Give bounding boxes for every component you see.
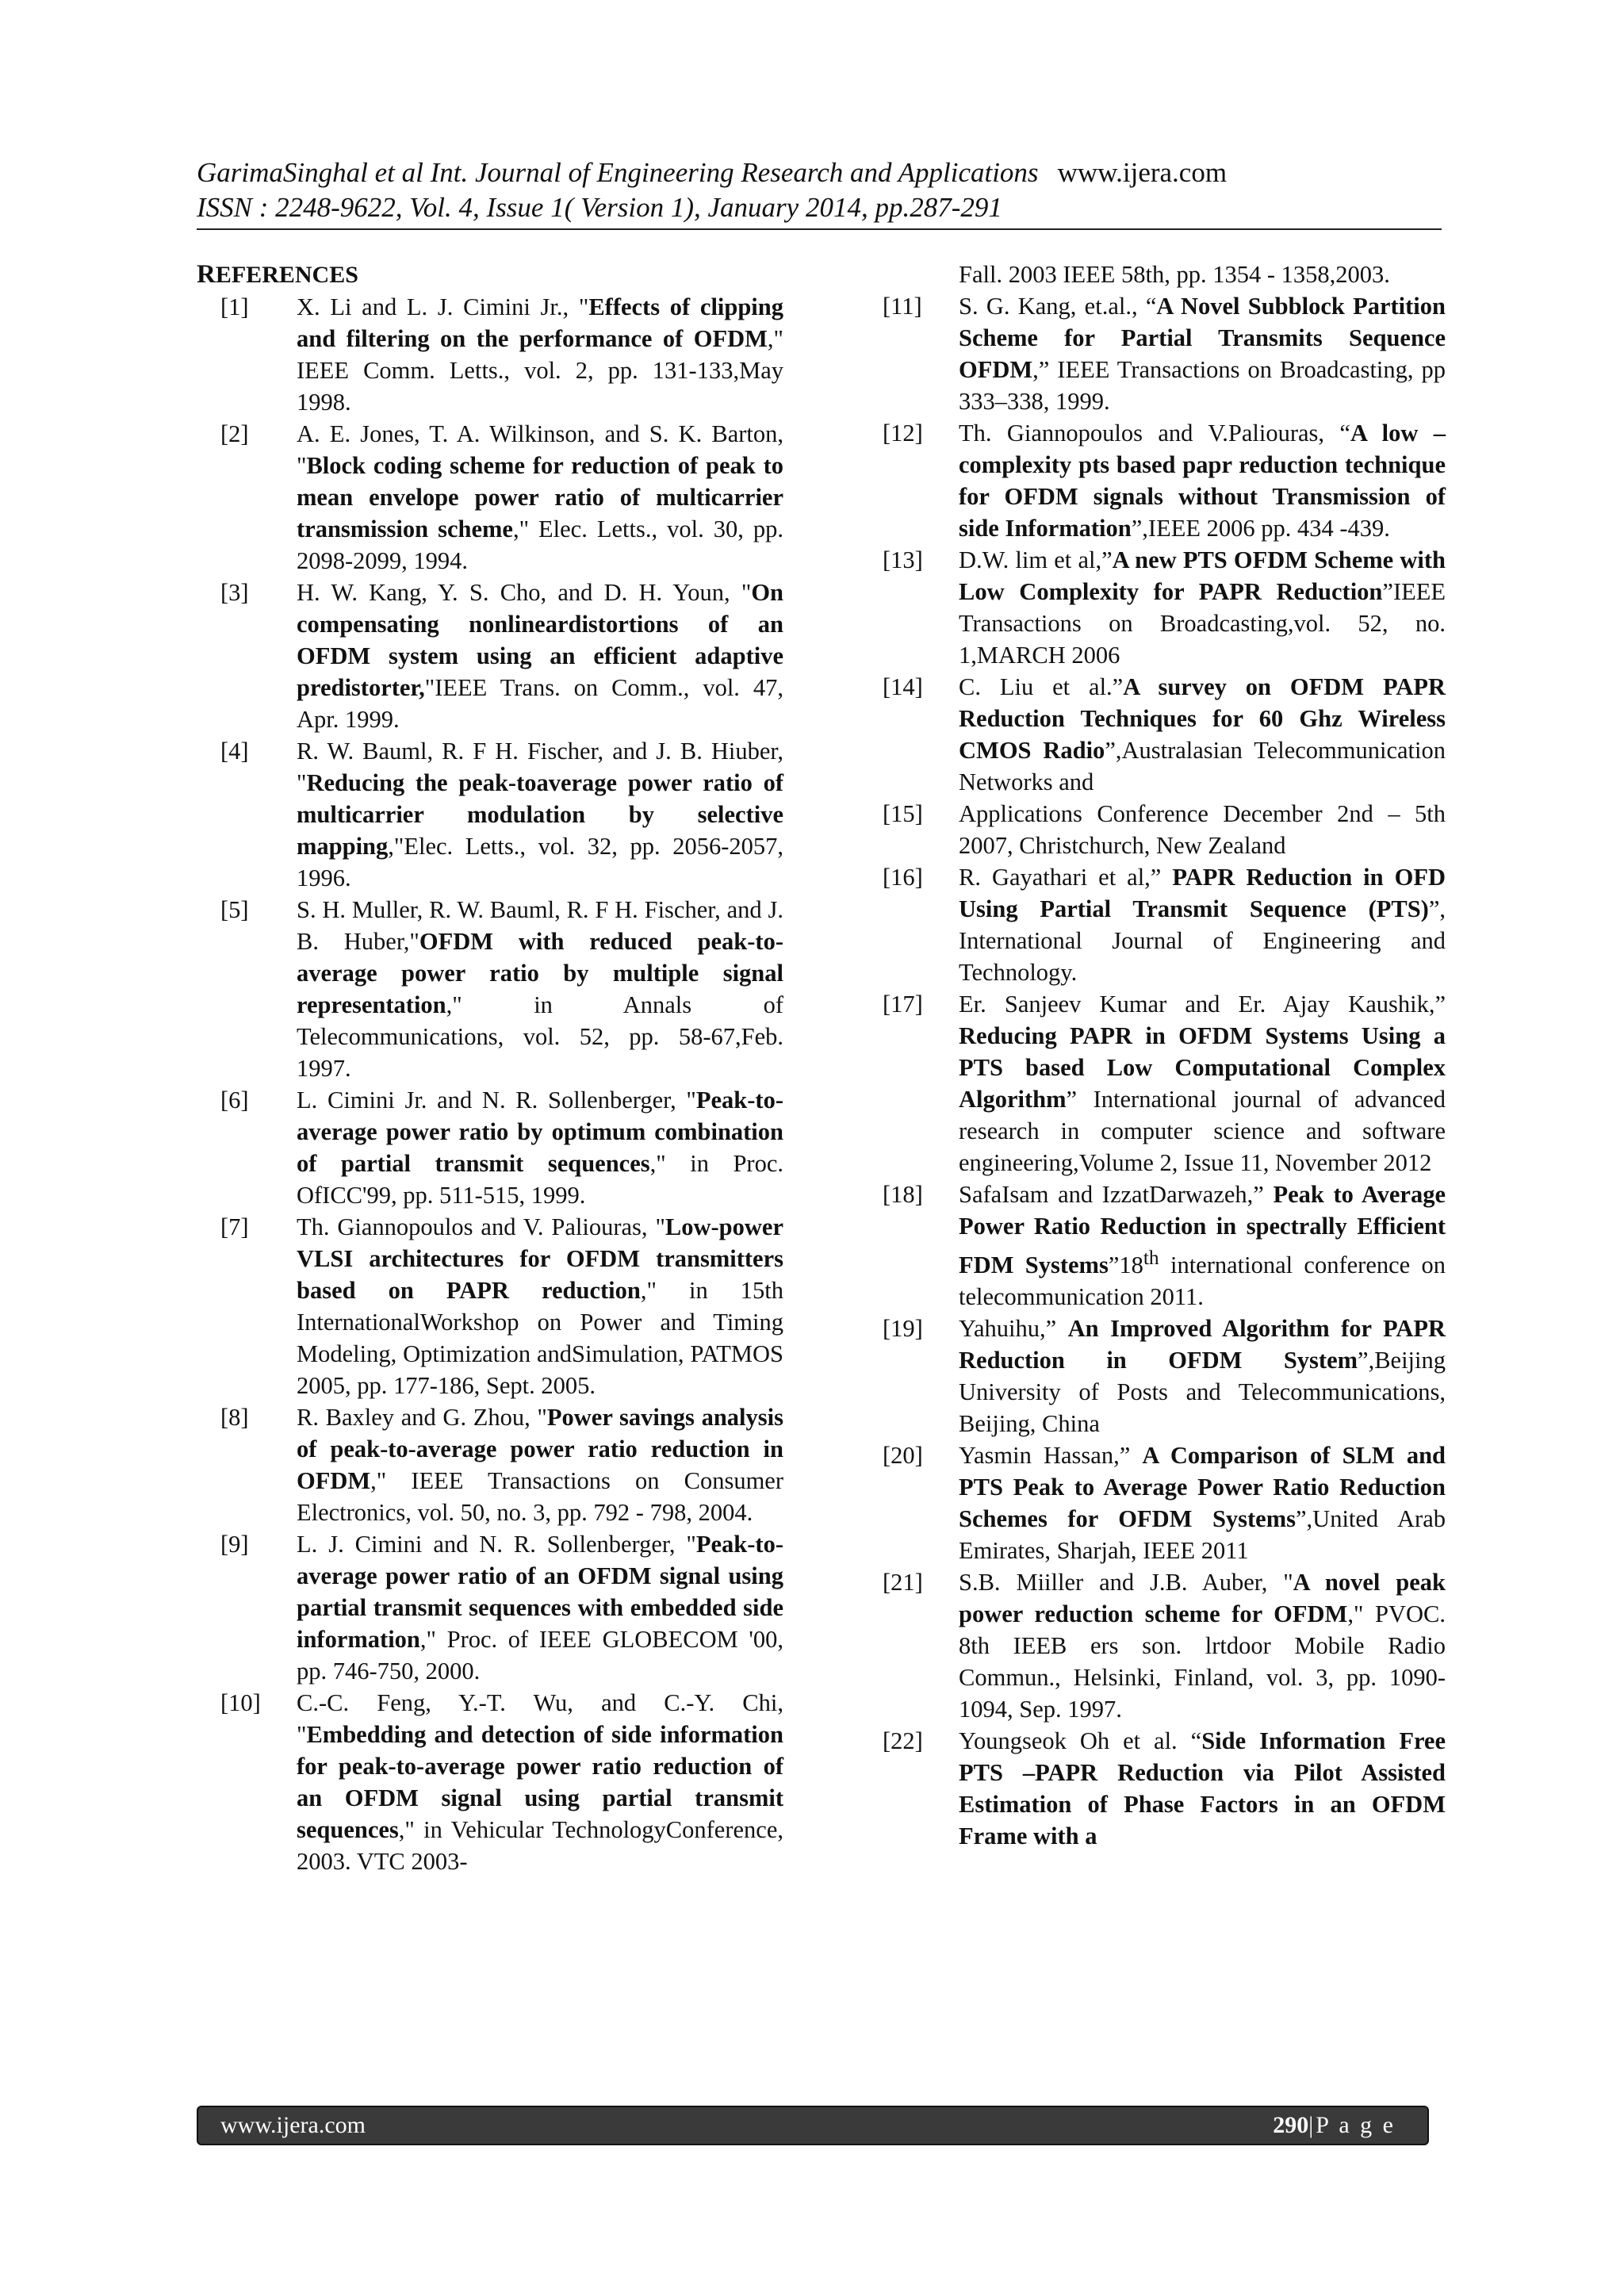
reference-item: [9] L. J. Cimini and N. R. Sollenberger, "Peak-to-average power ratio of an OFDM signal using partial transmit sequences with embedded side information," Proc. of IEEE GLOBECOM '00, pp. 746-750, 2000. (197, 1528, 783, 1687)
reference-number: [17] (883, 991, 923, 1018)
reference-number: [1] (220, 293, 249, 320)
reference-item: [1] X. Li and L. J. Cimini Jr., "Effects of clipping and filtering on the performance of OFDM," IEEE Comm. Letts., vol. 2, pp. 131-133,May 1998. (197, 291, 783, 418)
footer-website: www.ijera.com (220, 2112, 366, 2138)
reference-number: [22] (883, 1727, 923, 1755)
reference-number: [10] (220, 1689, 261, 1716)
reference-item: [22] Youngseok Oh et al. “Side Information Free PTS –PAPR Reduction via Pilot Assisted Estimation of Phase Factors in an OFDM Frame with a (859, 1725, 1446, 1852)
header-divider (197, 228, 1442, 230)
reference-number: [7] (220, 1213, 249, 1240)
reference-item: [20] Yasmin Hassan,” A Comparison of SLM and PTS Peak to Average Power Ratio Reduction Schemes for OFDM Systems”,United Arab Emirates, Sharjah, IEEE 2011 (859, 1439, 1446, 1566)
reference-number: [2] (220, 420, 249, 447)
reference-item: [7] Th. Giannopoulos and V. Paliouras, "Low-power VLSI architectures for OFDM transmitters based on PAPR reduction," in 15th InternationalWorkshop on Power and Timing Modeling, Optimization andSimulation, PATMOS 2005, pp. 177-186, Sept. 2005. (197, 1211, 783, 1401)
reference-number: [8] (220, 1404, 249, 1431)
reference-continuation: Fall. 2003 IEEE 58th, pp. 1354 - 1358,2003. (959, 261, 1390, 288)
running-header (197, 155, 1442, 225)
header-website: www.ijera.com (1057, 157, 1228, 188)
reference-item: [18] SafaIsam and IzzatDarwazeh,” Peak to Average Power Ratio Reduction in spectrally Efficient FDM Systems”18th international conference on telecommunication 2011. (859, 1179, 1446, 1313)
references-column-left (197, 259, 783, 1877)
reference-item: [13] D.W. lim et al,”A new PTS OFDM Scheme with Low Complexity for PAPR Reduction”IEEE Transactions on Broadcasting,vol. 52, no. 1,MARCH 2006 (859, 544, 1446, 671)
reference-item: [21] S.B. Miiller and J.B. Auber, "A novel peak power reduction scheme for OFDM," PVOC. 8th IEEB ers son. lrtdoor Mobile Radio Commun., Helsinki, Finland, vol. 3, pp. 1090-1094, Sep. 1997. (859, 1566, 1446, 1725)
reference-item: [2] A. E. Jones, T. A. Wilkinson, and S. K. Barton, "Block coding scheme for reduction of peak to mean envelope power ratio of multicarrier transmission scheme," Elec. Letts., vol. 30, pp. 2098-2099, 1994. (197, 418, 783, 577)
reference-number: [9] (220, 1531, 249, 1558)
reference-number: [13] (883, 546, 923, 573)
reference-number: [19] (883, 1315, 923, 1343)
reference-number: [4] (220, 738, 249, 765)
reference-item: [14] C. Liu et al.”A survey on OFDM PAPR Reduction Techniques for 60 Ghz Wireless CMOS Radio”,Australasian Telecommunication Networks and (859, 671, 1446, 798)
reference-item: [17] Er. Sanjeev Kumar and Er. Ajay Kaushik,” Reducing PAPR in OFDM Systems Using a PTS based Low Computational Complex Algorithm” International journal of advanced research in computer science and software engineering,Volume 2, Issue 11, November 2012 (859, 988, 1446, 1179)
reference-number: [12] (883, 420, 923, 447)
reference-item: [16] R. Gayathari et al,” PAPR Reduction in OFD Using Partial Transmit Sequence (PTS)”, International Journal of Engineering and Technology. (859, 861, 1446, 988)
reference-item: [5] S. H. Muller, R. W. Bauml, R. F H. Fischer, and J. B. Huber,"OFDM with reduced peak-to-average power ratio by multiple signal representation," in Annals of Telecommunications, vol. 52, pp. 58-67,Feb. 1997. (197, 894, 783, 1084)
reference-item: [6] L. Cimini Jr. and N. R. Sollenberger, "Peak-to-average power ratio by optimum combination of partial transmit sequences," in Proc. OfICC'99, pp. 511-515, 1999. (197, 1084, 783, 1211)
header-journal-line (197, 155, 1442, 190)
references-column-right (859, 259, 1446, 1852)
page-number: 290|P a g e (1273, 2112, 1396, 2138)
reference-number: [6] (220, 1087, 249, 1114)
reference-number: [11] (883, 293, 922, 320)
reference-item: [8] R. Baxley and G. Zhou, "Power savings analysis of peak-to-average power ratio reduction in OFDM," IEEE Transactions on Consumer Electronics, vol. 50, no. 3, pp. 792 - 798, 2004. (197, 1401, 783, 1528)
page-footer (197, 2106, 1429, 2145)
reference-item: [10] C.-C. Feng, Y.-T. Wu, and C.-Y. Chi, "Embedding and detection of side information for peak-to-average power ratio reduction of an OFDM signal using partial transmit sequences," in Vehicular TechnologyConference, 2003. VTC 2003- (197, 1687, 783, 1877)
reference-item: [12] Th. Giannopoulos and V.Paliouras, “A low – complexity pts based papr reduction technique for OFDM signals without Transmission of side Information”,IEEE 2006 pp. 434 -439. (859, 417, 1446, 544)
reference-number: [21] (883, 1569, 923, 1596)
reference-number: [18] (883, 1181, 923, 1208)
reference-item: [19] Yahuihu,” An Improved Algorithm for PAPR Reduction in OFDM System”,Beijing University of Posts and Telecommunications, Beijing, China (859, 1313, 1446, 1439)
reference-item: [11] S. G. Kang, et.al., “A Novel Subblock Partition Scheme for Partial Transmits Sequence OFDM,” IEEE Transactions on Broadcasting, pp 333–338, 1999. (859, 290, 1446, 417)
references-heading: REFERENCES (197, 260, 358, 289)
header-issn-line: ISSN : 2248-9622, Vol. 4, Issue 1( Version 1), January 2014, pp.287-291 (197, 192, 1002, 223)
header-journal-title: GarimaSinghal et al Int. Journal of Engineering Research and Applications (197, 157, 1039, 188)
reference-item: [15] Applications Conference December 2nd – 5th 2007, Christchurch, New Zealand (859, 798, 1446, 861)
reference-number: [3] (220, 579, 249, 606)
reference-number: [5] (220, 896, 249, 923)
reference-item: [3] H. W. Kang, Y. S. Cho, and D. H. Youn, "On compensating nonlineardistortions of an OFDM system using an efficient adaptive predistorter,"IEEE Trans. on Comm., vol. 47, Apr. 1999. (197, 577, 783, 735)
reference-number: [14] (883, 673, 923, 700)
reference-number: [15] (883, 800, 923, 827)
reference-number: [16] (883, 864, 923, 891)
reference-item: [4] R. W. Bauml, R. F H. Fischer, and J. B. Hiuber, "Reducing the peak-toaverage power ratio of multicarrier modulation by selective mapping,"Elec. Letts., vol. 32, pp. 2056-2057, 1996. (197, 735, 783, 894)
reference-number: [20] (883, 1442, 923, 1470)
